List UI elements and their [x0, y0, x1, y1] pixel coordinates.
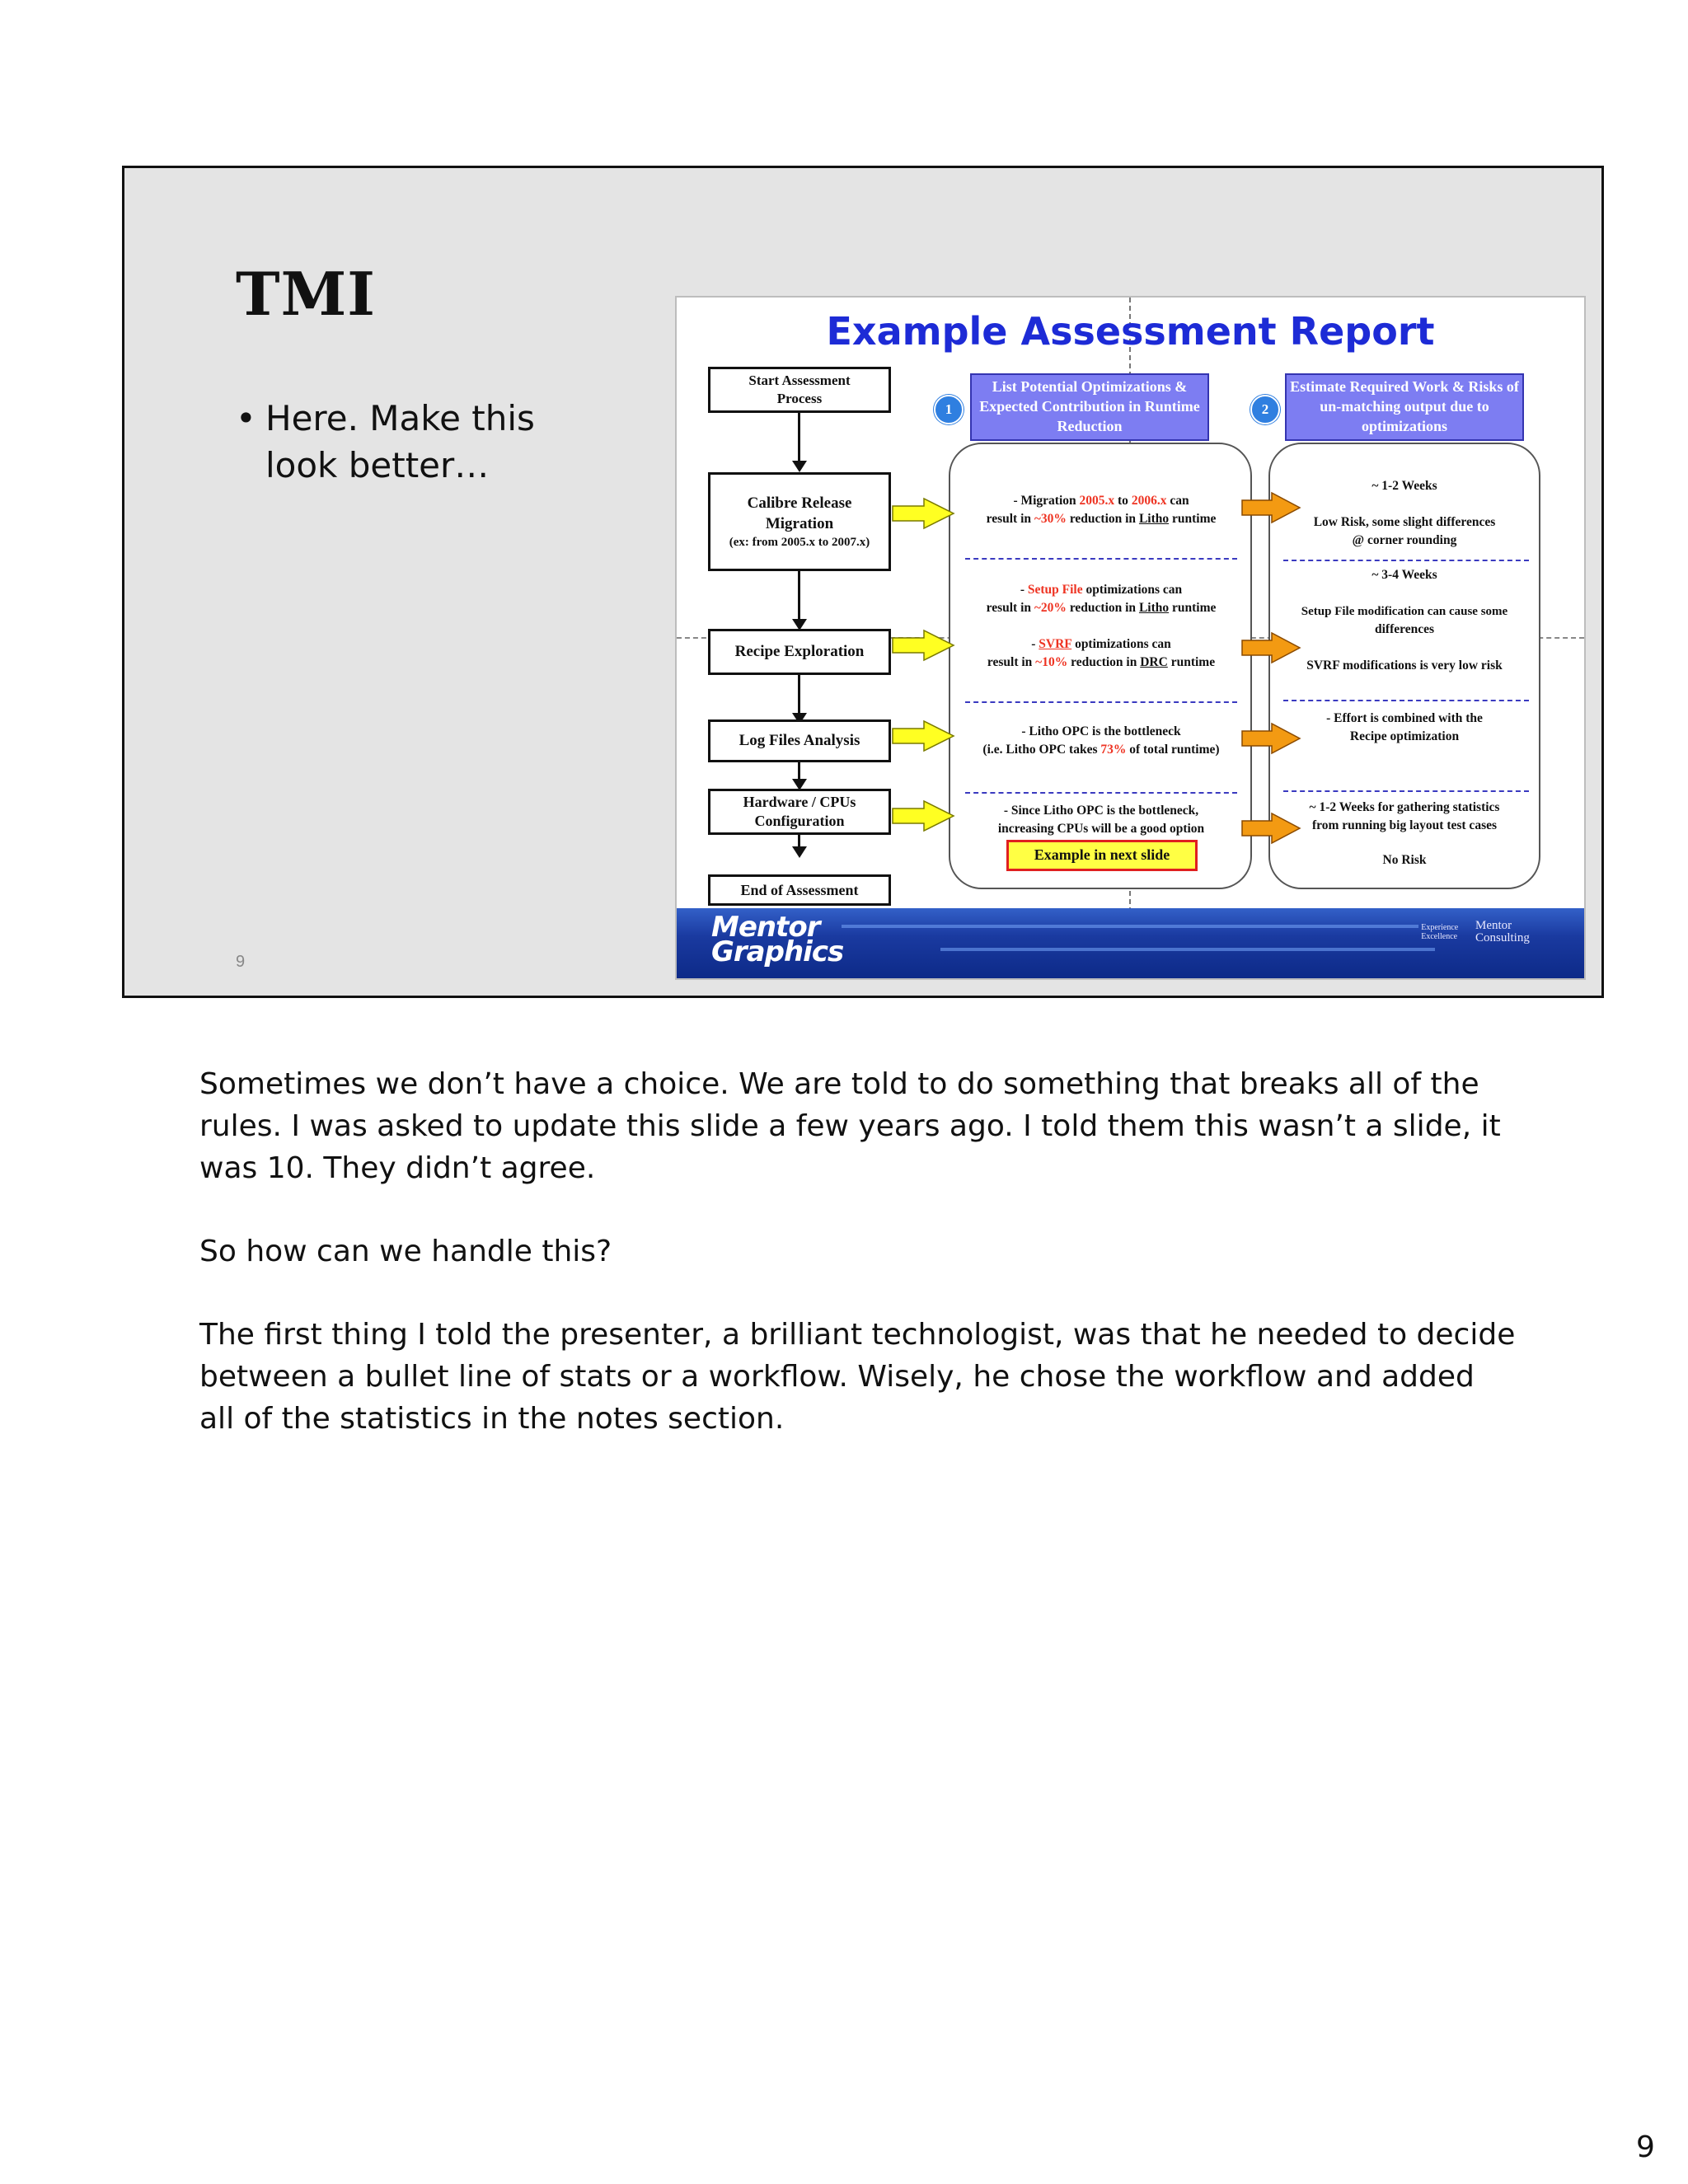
slide	[122, 166, 1604, 998]
yellow-arrows	[893, 499, 954, 831]
flow-end-label: End of Assessment	[740, 881, 859, 898]
bullet-marker: •	[236, 398, 256, 438]
col2-separator	[1283, 790, 1529, 792]
banner-streak	[842, 925, 1418, 928]
col2-item: Recipe optimization	[1349, 729, 1460, 743]
col1-header: List Potential Optimizations & Expected Contribution in Runtime Reduction	[970, 373, 1209, 441]
flow-connector	[798, 413, 800, 464]
flow-recipe-label: Recipe Exploration	[734, 643, 865, 660]
flow-log-files	[708, 719, 891, 762]
notes-paragraph: The first thing I told the presenter, a brilliant technologist, was that he needed to decide between a bullet line of stats or a workflow. Wisely, he chose the workflow and added all of the statistics in the notes section.	[199, 1318, 1516, 1436]
report-footer-banner	[677, 908, 1584, 978]
flow-start	[708, 367, 891, 413]
col2-item: Setup File modification can cause some	[1301, 605, 1508, 618]
col2-item: ~ 1-2 Weeks for gathering statistics	[1309, 800, 1500, 814]
bullet-text: Here. Make this look better…	[265, 398, 535, 485]
flow-migration	[708, 472, 891, 571]
mentor-consulting-logo	[1421, 920, 1541, 944]
col2-header: Estimate Required Work & Risks of un-matching output due to optimizations	[1285, 373, 1524, 441]
logo-tagline: Experience Excellence	[1421, 923, 1459, 941]
flow-log-files-label: Log Files Analysis	[738, 732, 860, 749]
speaker-notes	[199, 1063, 1518, 1481]
flow-arrowhead	[792, 846, 807, 858]
page-number: 9	[1636, 2130, 1655, 2164]
col1-migration-text: - Migration 2005.x to 2006.x can result in ~30% reduction in Litho runtime	[986, 494, 1217, 526]
col1-separator	[965, 701, 1237, 703]
slide-bullet	[236, 395, 582, 489]
col1-setup-text: - Setup File optimizations can result in ~20% reduction in Litho runtime	[986, 583, 1217, 615]
flow-hardware-label: Hardware / CPUs Configuration	[743, 794, 856, 829]
flow-recipe	[708, 629, 891, 675]
col2-separator	[1283, 560, 1529, 561]
flow-end	[708, 874, 891, 906]
col2-separator	[1283, 700, 1529, 701]
flow-migration-label: Calibre Release Migration	[747, 494, 852, 532]
col2-item: @ corner rounding	[1352, 533, 1457, 547]
col2-item: from running big layout test cases	[1311, 818, 1498, 832]
col2-item: ~ 1-2 Weeks	[1372, 479, 1437, 493]
flow-connector	[798, 571, 800, 622]
mentor-graphics-logo: Mentor Graphics	[711, 911, 844, 968]
col2-item: ~ 3-4 Weeks	[1372, 568, 1437, 582]
example-next-slide-callout: Example in next slide	[1006, 840, 1198, 871]
col2-item: No Risk	[1382, 853, 1427, 867]
yellow-arrow-icon	[893, 801, 954, 831]
logo-name: Mentor Consulting	[1475, 919, 1530, 944]
flow-hardware	[708, 789, 891, 835]
yellow-arrow-icon	[893, 721, 954, 751]
flow-migration-example: (ex: from 2005.x to 2007.x)	[729, 536, 870, 549]
col1-svrf-text: - SVRF optimizations can result in ~10% reduction in DRC runtime	[987, 637, 1216, 669]
slide-title: TMI	[236, 259, 376, 329]
notes-paragraph: Sometimes we don’t have a choice. We are told to do something that breaks all of the rules. I was asked to update this slide a few years ago. I told them this wasn’t a slide, it was 10. They didn’t agree.	[199, 1067, 1501, 1185]
col2-item: - Effort is combined with the	[1326, 711, 1483, 725]
slide-number: 9	[236, 953, 246, 971]
step-1-badge: 1	[934, 395, 964, 424]
col1-separator	[965, 792, 1237, 794]
yellow-arrow-icon	[893, 499, 954, 528]
flow-start-label: Start Assessment Process	[748, 373, 851, 406]
step-2-badge: 2	[1250, 395, 1280, 424]
col1-separator	[965, 558, 1237, 560]
col2-item: Low Risk, some slight differences	[1313, 515, 1496, 529]
col2-item: differences	[1374, 622, 1435, 636]
col1-log-text: - Litho OPC is the bottleneck (i.e. Litho OPC takes 73% of total runtime)	[982, 724, 1220, 757]
flow-connector	[798, 675, 800, 716]
flow-arrowhead	[792, 461, 807, 472]
report-title: Example Assessment Report	[826, 309, 1435, 354]
col1-hardware-text: - Since Litho OPC is the bottleneck, increasing CPUs will be a good option	[997, 804, 1205, 836]
banner-streak	[940, 948, 1435, 951]
notes-paragraph: So how can we handle this?	[199, 1235, 612, 1268]
col2-item: SVRF modifications is very low risk	[1306, 658, 1503, 673]
assessment-report-image	[675, 296, 1586, 980]
yellow-arrow-icon	[893, 630, 954, 660]
